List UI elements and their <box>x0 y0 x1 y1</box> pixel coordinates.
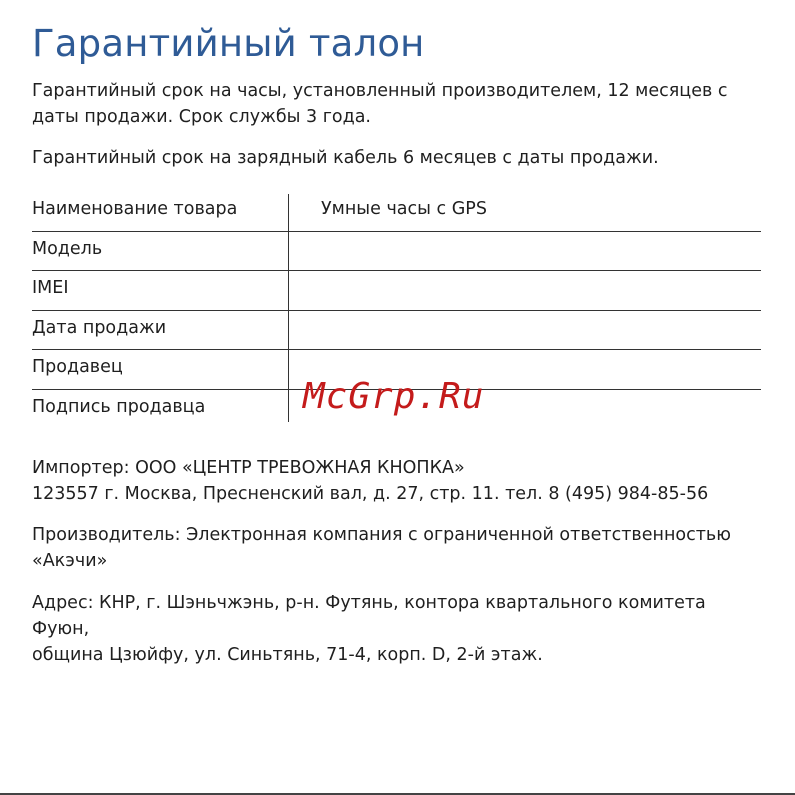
address-block <box>32 590 767 668</box>
row-value: Умные часы с GPS <box>321 199 487 219</box>
table-row-sale-date <box>32 311 761 351</box>
cable-warranty-text: Гарантийный срок на зарядный кабель 6 месяцев с даты продажи. <box>32 148 659 168</box>
importer-block <box>32 455 767 507</box>
row-label: Наименование товара <box>32 199 238 219</box>
manufacturer-block <box>32 522 767 574</box>
table-row-model <box>32 232 761 272</box>
importer-name: Импортер: ООО «ЦЕНТР ТРЕВОЖНАЯ КНОПКА» <box>32 458 465 478</box>
importer-address: 123557 г. Москва, Пресненский вал, д. 27, стр. 11. тел. 8 (495) 984-85-56 <box>32 484 709 504</box>
address-line-2: община Цзюйфу, ул. Синьтянь, 71-4, корп. D, 2-й этаж. <box>32 645 543 665</box>
row-label: Дата продажи <box>32 317 167 338</box>
watermark-logo: McGrp.Ru <box>303 376 485 417</box>
table-row-imei <box>32 271 761 311</box>
page-title: Гарантийный талон <box>32 22 425 65</box>
manufacturer-name-cont: «Акэчи» <box>32 551 108 571</box>
table-row-product-name <box>32 192 761 232</box>
row-label: Продавец <box>32 357 123 377</box>
row-label: Модель <box>32 238 103 259</box>
watch-warranty-text: Гарантийный срок на часы, установленный производителем, 12 месяцев с даты продажи. Срок службы 3 года. <box>32 81 728 127</box>
address-line-1: Адрес: КНР, г. Шэньчжэнь, р-н. Футянь, контора квартального комитета Фуюн, <box>32 593 706 639</box>
row-label: Подпись продавца <box>32 396 206 417</box>
row-label: IMEI <box>32 278 69 298</box>
manufacturer-name: Производитель: Электронная компания с ограниченной ответственностью <box>32 525 731 545</box>
